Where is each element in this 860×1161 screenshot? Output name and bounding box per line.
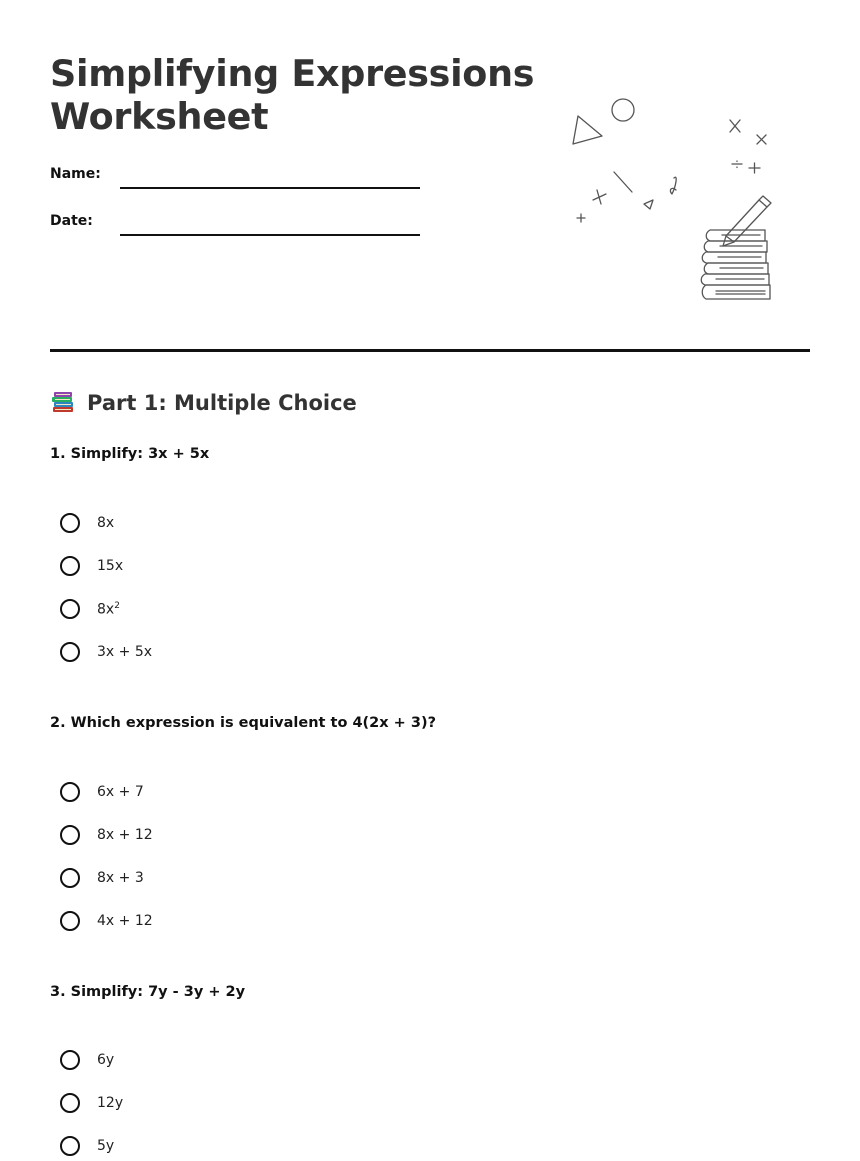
option-label: 6y [97, 1052, 115, 1068]
books-icon [50, 390, 76, 416]
radio-button[interactable] [60, 825, 80, 845]
option-label: 5y [97, 1138, 115, 1154]
q3-option-a[interactable] [60, 1047, 114, 1073]
date-line[interactable] [120, 234, 420, 236]
q2-option-d[interactable] [60, 908, 153, 934]
radio-button[interactable] [60, 556, 80, 576]
option-label: 6x + 7 [97, 784, 144, 800]
question-3-prompt: 3. Simplify: 7y - 3y + 2y [50, 984, 246, 1000]
q1-option-b[interactable] [60, 553, 123, 579]
question-2-prompt: 2. Which expression is equivalent to 4(2x + 3)? [50, 715, 436, 731]
radio-button[interactable] [60, 1050, 80, 1070]
option-label [97, 601, 120, 618]
part1-title: Part 1: Multiple Choice [87, 391, 357, 415]
question-1-prompt: 1. Simplify: 3x + 5x [50, 446, 210, 462]
radio-button[interactable] [60, 782, 80, 802]
q2-option-a[interactable] [60, 779, 144, 805]
header-divider [50, 349, 810, 352]
q1-option-c[interactable] [60, 596, 120, 622]
option-label: 4x + 12 [97, 913, 153, 929]
name-label: Name: [50, 166, 101, 182]
radio-button[interactable] [60, 911, 80, 931]
q1-option-a[interactable] [60, 510, 114, 536]
q2-option-c[interactable] [60, 865, 144, 891]
radio-button[interactable] [60, 1136, 80, 1156]
option-label: 8x + 3 [97, 870, 144, 886]
title-line-1: Simplifying Expressions [50, 52, 535, 95]
option-label: 15x [97, 558, 124, 574]
q3-option-c[interactable] [60, 1133, 114, 1159]
option-exponent: 2 [114, 600, 120, 611]
q2-option-b[interactable] [60, 822, 153, 848]
radio-button[interactable] [60, 642, 80, 662]
radio-button[interactable] [60, 1093, 80, 1113]
worksheet-title [50, 52, 534, 138]
radio-button[interactable] [60, 868, 80, 888]
part1-heading [50, 390, 357, 416]
option-label: 8x [97, 515, 115, 531]
radio-button[interactable] [60, 599, 80, 619]
math-books-illustration-icon [560, 90, 790, 315]
option-base: 8x [97, 601, 115, 618]
q3-option-b[interactable] [60, 1090, 123, 1116]
name-line[interactable] [120, 187, 420, 189]
radio-button[interactable] [60, 513, 80, 533]
option-label: 3x + 5x [97, 644, 153, 660]
date-label: Date: [50, 213, 93, 229]
q1-option-d[interactable] [60, 639, 152, 665]
option-label: 12y [97, 1095, 124, 1111]
title-line-2: Worksheet [50, 95, 269, 138]
option-label: 8x + 12 [97, 827, 153, 843]
